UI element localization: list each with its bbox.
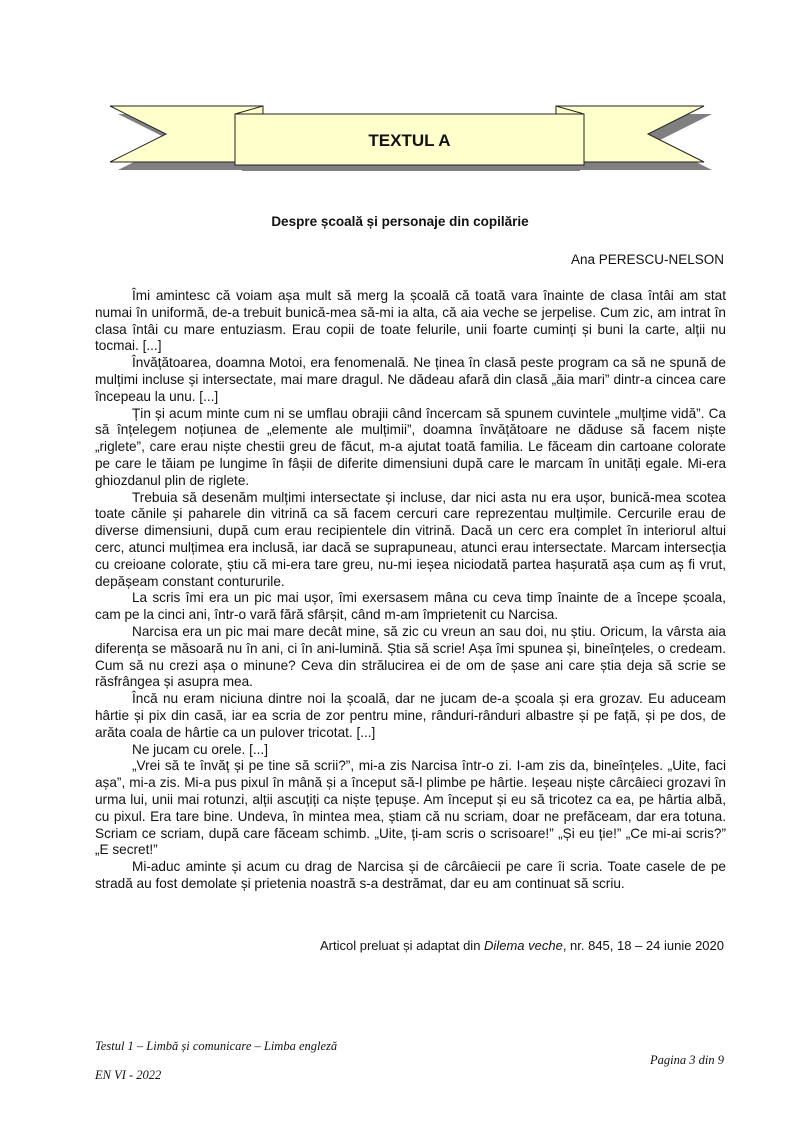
banner-title: TEXTUL A [368,130,451,150]
footer-test-label: Testul 1 – Limbă și comunicare – Limba engleză [95,1039,338,1053]
paragraph: Îmi amintesc că voiam așa mult să merg la școală că toată vara înainte de clasa întâi am stat numai în uniformă, de-a trebuit bunică-mea să-mi ia alta, că aia veche se jerpelise. Cum zic, am intrat în clasa întâi cu mare entuziasm. Erau copii de toate felurile, unii foarte cuminți și buni la carte, alții nu tocmai. [...] [95,288,726,354]
article-body [95,288,726,893]
section-banner [100,80,720,175]
paragraph: Narcisa era un pic mai mare decât mine, să zic cu vreun an sau doi, nu știu. Oricum, la vârsta aia diferența se măsoară nu în ani, ci în ani-lumină. Știa să scrie! Așa îmi spunea și, bineînțeles, o credeam. Cum să nu crezi așa o minune? Ceva din strălucirea ei de om de șase ani care știa deja să scrie se răsfrângea și asupra mea. [95,623,726,690]
paragraph: Țin și acum minte cum ni se umflau obrajii când încercam să spunem cuvintele „mulțime vidă”. Ca să înțelegem noțiunea de „elemente ale mulțimii”, doamna învățătoare ne dăduse să facem niște „riglete”, care erau niște chestii greu de făcut, m-a ajutat toată familia. Le făceam din cartoane colorate pe care le tăiam pe lungime în fâșii de diferite dimensiuni după care le marcam în unități egale. Mi-era ghiozdanul plin de riglete. [95,405,726,488]
paragraph: Mi-aduc aminte și acum cu drag de Narcisa și de cârcâiecii pe care îi scria. Toate casele de pe stradă au fost demolate și prietenia noastră s-a destrămat, dar eu am continuat să scriu. [95,859,726,891]
paragraph: Ne jucam cu orele. [...] [132,741,268,757]
source-suffix: , nr. 845, 18 – 24 iunie 2020 [562,938,724,953]
paragraph: Învățătoarea, doamna Motoi, era fenomenală. Ne ținea în clasă peste program ca să ne spună de mulțimi incluse și intersectate, mai mare dragul. Ne dădeau afară din clasă „ăia mari” dintr-a cincea care începeau la unu. [...] [95,355,726,404]
paragraph: La scris îmi era un pic mai ușor, îmi exersasem mâna cu ceva timp înainte de a începe școala, cam pe la cinci ani, într-o vară fără sfârșit, când m-am împrietenit cu Narcisa. [95,590,726,623]
article-author: Ana PERESCU-NELSON [570,252,724,267]
article-source [320,938,724,953]
footer-page-number: Pagina 3 din 9 [650,1053,724,1067]
paragraph: Încă nu eram niciuna dintre noi la școală, dar ne jucam de-a școala și era grozav. Eu aduceam hârtie și pix din casă, iar ea scria de zor pentru mine, rânduri-rânduri albastre și pe față, și pe dos, de arăta coala de hârtie ca un pulover tricotat. [...] [95,691,726,740]
footer-exam-label: EN VI - 2022 [95,1068,162,1082]
article-title: Despre școală și personaje din copilărie [271,214,529,229]
source-publication: Dilema veche [484,938,563,953]
source-prefix: Articol preluat și adaptat din [320,938,485,953]
paragraph: „Vrei să te învăț și pe tine să scrii?”, mi-a zis Narcisa într-o zi. I-am zis da, bineînțeles. „Uite, faci așa”, mi-a zis. Mi-a pus pixul în mână și a început să-l plimbe pe hârtie. Ieșeau niște cârcâieci grozavi în urma lui, unii mai rotunzi, alții ascuțiți ca niște țepușe. Am început și eu să tricotez ca ea, pe hârtia albă, cu pixul. Era tare bine. Undeva, în mintea mea, știam că nu scriam, doar ne prefăceam, dar era totuna. Scriam ce scriam, după care făceam schimb. „Uite, ți-am scris o scrisoare!” „Și eu ție!” „Ce mi-ai scris?” „E secret!” [95,758,726,858]
paragraph: Trebuia să desenăm mulțimi intersectate și incluse, dar nici asta nu era ușor, bunică-mea scotea toate cănile și paharele din vitrină ca să facem cercuri care reprezentau mulțimile. Cercurile erau de diverse dimensiuni, după cum erau recipientele din vitrină. Dacă un cerc era complet în interiorul altui cerc, atunci mulțimea era inclusă, iar dacă se suprapuneau, atunci erau intersectate. Marcam intersecția cu creioane colorate, știu că mi-era tare greu, nu-mi ieșea niciodată partea hașurată așa cum aș fi vrut, depășeam constant contururile. [95,489,726,589]
